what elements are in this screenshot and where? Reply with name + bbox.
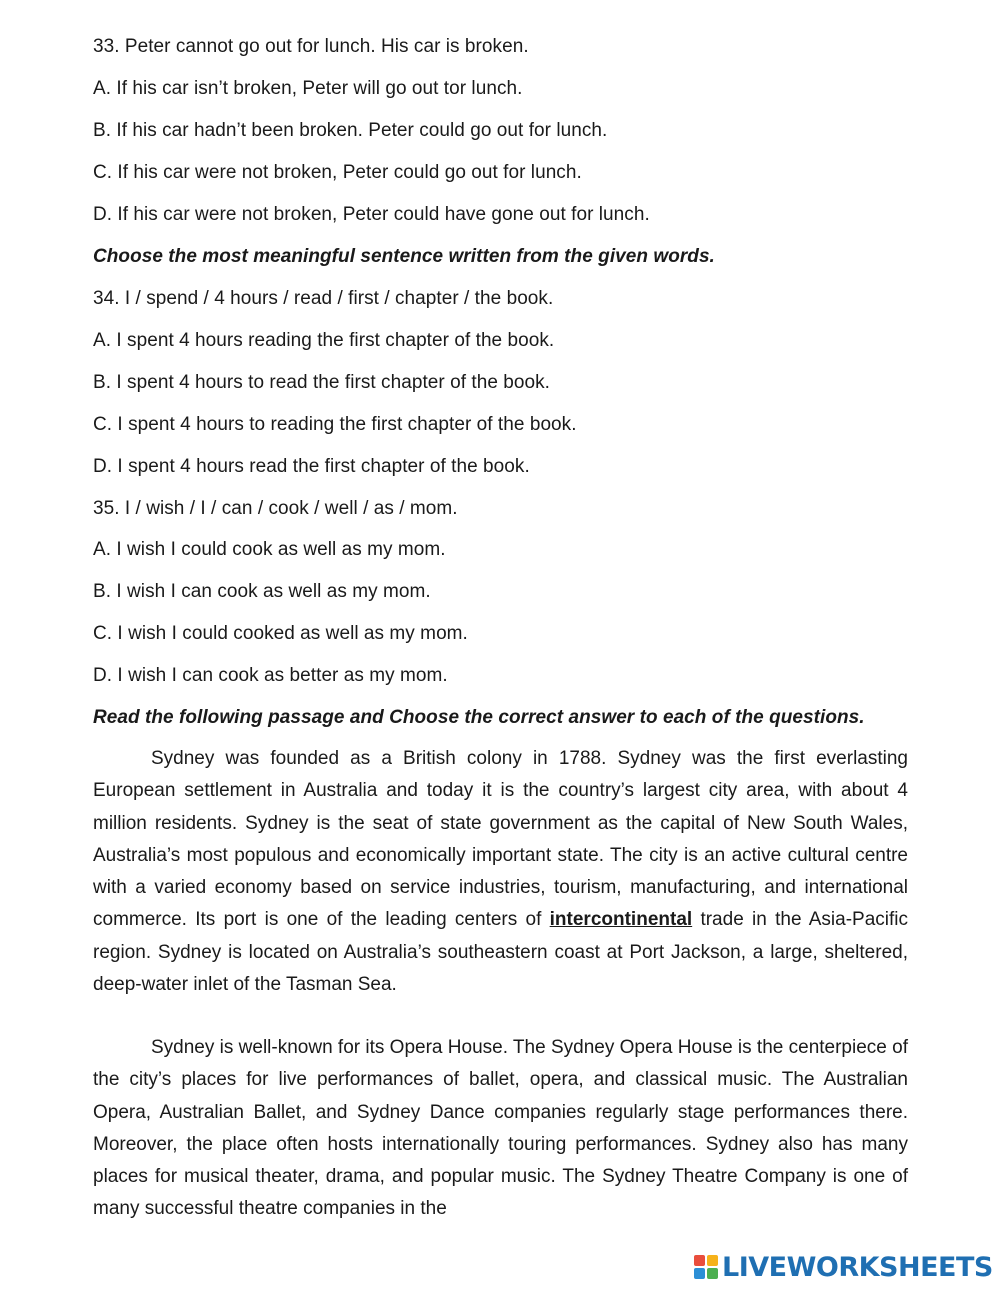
logo-block (694, 1255, 705, 1266)
passage-p1-text-cont: trade in the Asia-Pacific region. Sydney is located on Australia’s southeastern coast at Port Jackson, a large, sheltered, deep-water inlet of the Tasman Sea. (93, 909, 908, 996)
question-35-option-a: A. I wish I could cook as well as my mom. (93, 539, 446, 560)
underlined-word-intercontinental: intercontinental (549, 909, 693, 931)
passage-p1-text: Sydney was founded as a British colony in 1788. Sydney was the first everlasting European settlement in Australia and today it is the country’s largest city area, with about 4 million residents. Sydney is the seat of state government as the capital of New South Wales, Australia’s most populous and economically important state. The city is an active cultural centre with a varied economy based on service industries, tourism, manufacturing, and international commerce. Its port is one of the leading centers of (93, 748, 908, 931)
question-34-option-c: C. I spent 4 hours to reading the first chapter of the book. (93, 414, 577, 435)
question-35-option-c: C. I wish I could cooked as well as my mom. (93, 623, 468, 644)
logo-block (694, 1268, 705, 1279)
question-35-option-d: D. I wish I can cook as better as my mom. (93, 665, 448, 686)
question-33-option-b: B. If his car hadn’t been broken. Peter could go out for lunch. (93, 120, 608, 141)
logo-blocks-icon (694, 1255, 718, 1279)
question-33-option-c: C. If his car were not broken, Peter could go out for lunch. (93, 162, 582, 183)
question-34-stem: 34. I / spend / 4 hours / read / first / chapter / the book. (93, 288, 554, 309)
question-35-option-b: B. I wish I can cook as well as my mom. (93, 581, 431, 602)
logo-block (707, 1255, 718, 1266)
question-34-option-a: A. I spent 4 hours reading the first chapter of the book. (93, 330, 555, 351)
section-instruction-reading: Read the following passage and Choose the correct answer to each of the questions. (93, 707, 865, 728)
question-34-option-b: B. I spent 4 hours to read the first chapter of the book. (93, 372, 551, 393)
question-33-option-d: D. If his car were not broken, Peter could have gone out for lunch. (93, 204, 650, 225)
question-35-stem: 35. I / wish / I / can / cook / well / as / mom. (93, 498, 458, 519)
passage-paragraph-1 (93, 743, 908, 1001)
question-34-option-d: D. I spent 4 hours read the first chapter of the book. (93, 456, 530, 477)
logo-block (707, 1268, 718, 1279)
passage-paragraph-2 (93, 1032, 908, 1226)
question-33-stem: 33. Peter cannot go out for lunch. His car is broken. (93, 36, 529, 57)
question-33-option-a: A. If his car isn’t broken, Peter will go out tor lunch. (93, 78, 523, 99)
logo-text: LIVEWORKSHEETS (722, 1251, 993, 1283)
liveworksheets-logo (694, 1252, 993, 1282)
passage-p2-text: Sydney is well-known for its Opera House. The Sydney Opera House is the centerpiece of the city’s places for live performances of ballet, opera, and classical music. The Australian Opera, Australian Ballet, and Sydney Dance companies regularly stage performances there. Moreover, the place often hosts internationally touring performances. Sydney also has many places for musical theater, drama, and popular music. The Sydney Theatre Company is one of many successful theatre companies in the (93, 1037, 908, 1220)
section-instruction-sentence-building: Choose the most meaningful sentence written from the given words. (93, 246, 715, 267)
